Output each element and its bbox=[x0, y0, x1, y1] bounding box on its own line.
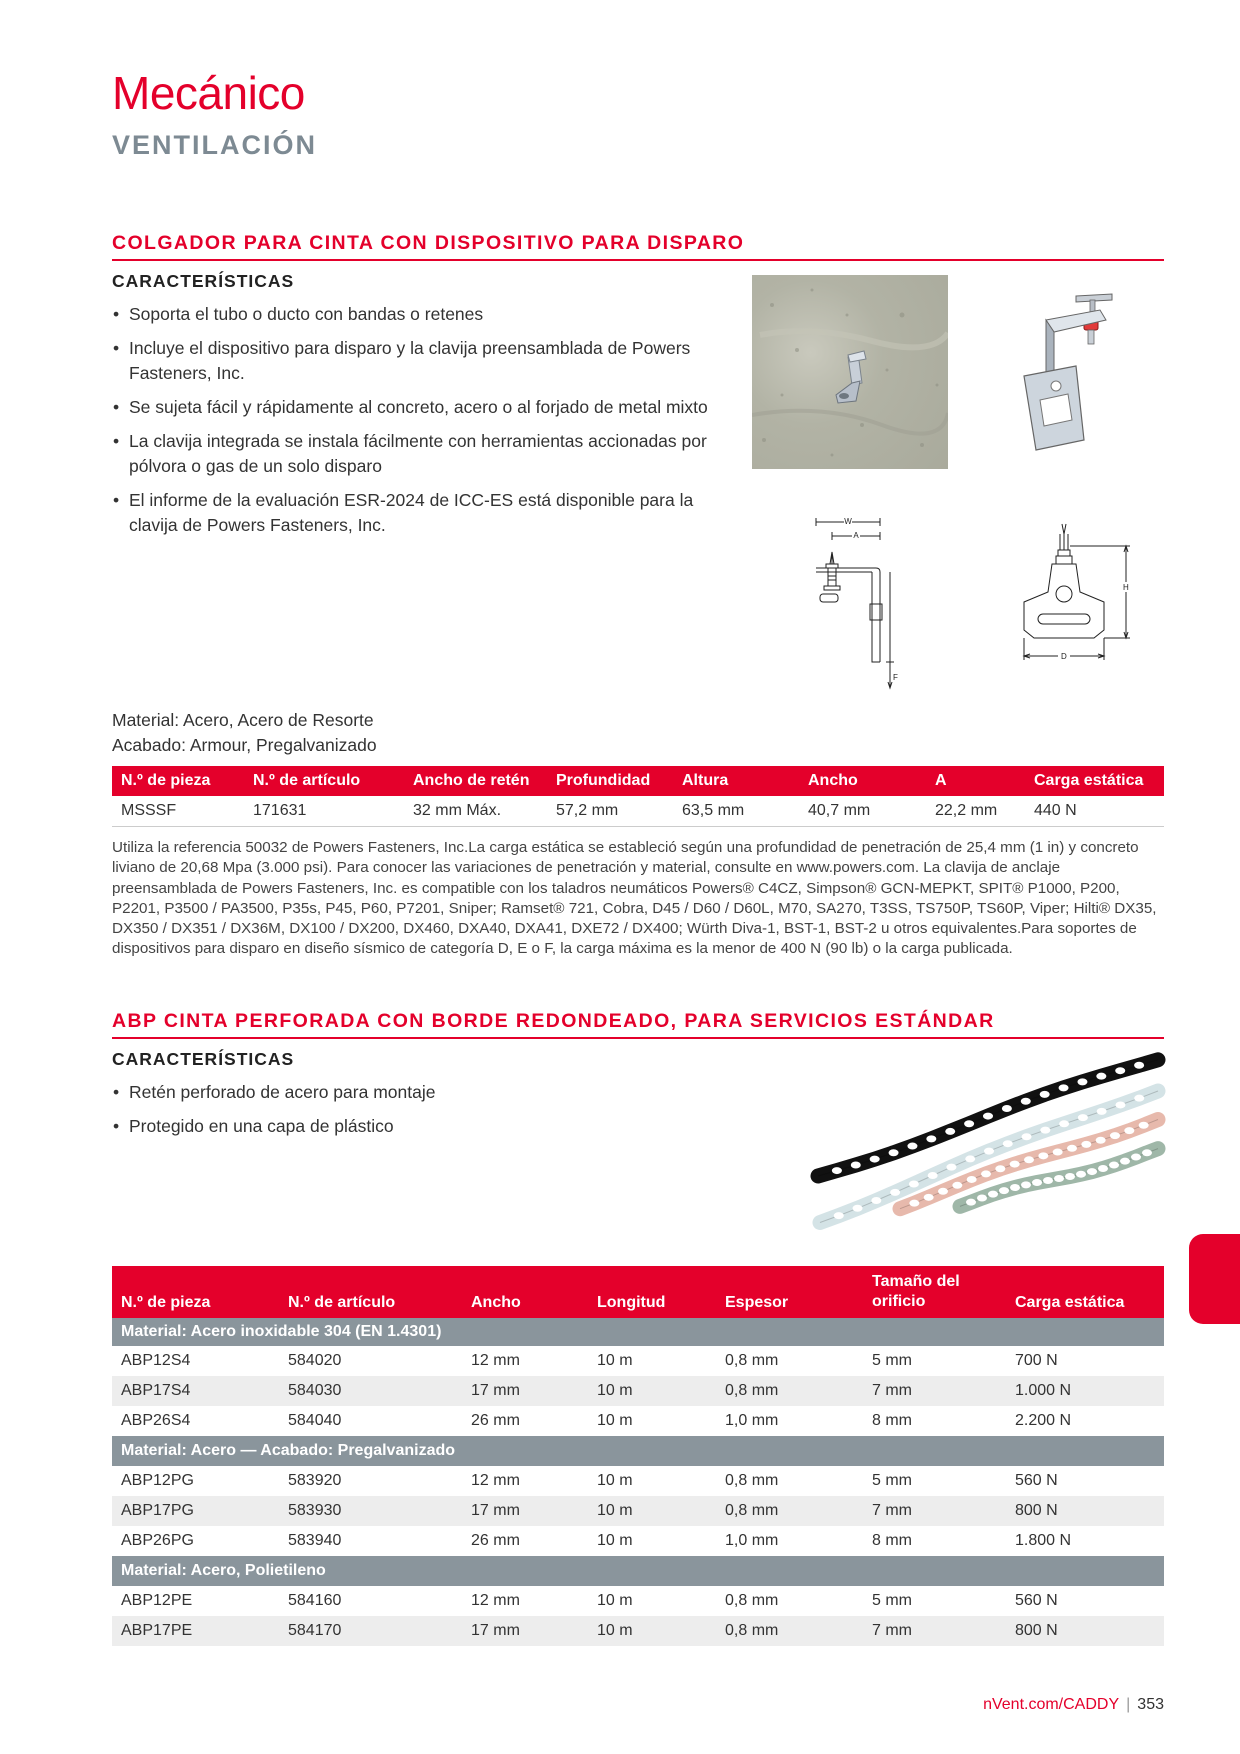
material-text: Material: Acero, Acero de Resorte bbox=[112, 710, 374, 730]
strap-hole bbox=[1021, 1098, 1031, 1105]
strap-hole bbox=[1110, 1132, 1120, 1139]
table-cell: ABP12PG bbox=[121, 1472, 194, 1489]
strap-hole bbox=[1096, 1073, 1106, 1080]
table-cell: ABP17S4 bbox=[112, 1376, 279, 1406]
strap-hole bbox=[1040, 1127, 1050, 1134]
strap-hole bbox=[1059, 1120, 1069, 1127]
strap-hole bbox=[1087, 1168, 1097, 1175]
table-cell: 0,8 mm bbox=[716, 1496, 863, 1526]
table-cell: 8 mm bbox=[872, 1412, 912, 1429]
table-cell: 171631 bbox=[253, 801, 307, 819]
strap-hole bbox=[1002, 1105, 1012, 1112]
strap-hole bbox=[1134, 1095, 1144, 1102]
table-cell: 12 mm bbox=[471, 1352, 520, 1369]
table-cell: 7 mm bbox=[863, 1376, 1006, 1406]
strap-hole bbox=[938, 1188, 948, 1195]
strap-hole bbox=[924, 1194, 934, 1201]
section-tab bbox=[1189, 1234, 1240, 1324]
table-cell: 10 m bbox=[597, 1352, 633, 1369]
strap-hole bbox=[1120, 1158, 1130, 1165]
section-rule bbox=[112, 259, 1164, 261]
dimension-label-f: F bbox=[893, 673, 898, 682]
column-header: Ancho de retén bbox=[404, 766, 547, 796]
page-subtitle: VENTILACIÓN bbox=[112, 130, 318, 160]
strap-hole bbox=[1067, 1145, 1077, 1152]
strap-hole bbox=[834, 1212, 844, 1219]
strap-hole bbox=[1010, 1161, 1020, 1168]
table-cell: ABP12S4 bbox=[121, 1352, 191, 1369]
table-cell: 700 N bbox=[1015, 1352, 1058, 1369]
table-row bbox=[112, 1586, 1164, 1616]
strap-hole bbox=[1134, 1062, 1144, 1069]
table-row bbox=[112, 1616, 1164, 1646]
table-cell: ABP26S4 bbox=[121, 1412, 191, 1429]
table-row bbox=[112, 1346, 1164, 1376]
table-header-row bbox=[112, 1266, 1164, 1318]
strap-hole bbox=[851, 1161, 861, 1168]
feature-item: • Se sujeta fácil y rápidamente al concreto, acero o al forjado de metal mixto bbox=[112, 395, 732, 420]
strap-hole bbox=[1131, 1154, 1141, 1161]
dimension-label-w: W bbox=[844, 517, 852, 526]
column-header: N.º de artículo bbox=[279, 1266, 462, 1318]
strap-hole bbox=[1081, 1141, 1091, 1148]
strap-hole bbox=[926, 1135, 936, 1142]
strap-hole bbox=[907, 1143, 917, 1150]
hanger-spec-table bbox=[112, 766, 1164, 827]
strap-hole bbox=[1078, 1114, 1088, 1121]
feature-item: • Incluye el dispositivo para disparo y la clavija preensamblada de Powers Fasteners, Inc. bbox=[112, 336, 732, 386]
table-cell: 5 mm bbox=[872, 1352, 912, 1369]
strap-hole bbox=[983, 1113, 993, 1120]
table-cell: 2.200 N bbox=[1015, 1412, 1072, 1429]
strap-hole bbox=[1054, 1175, 1064, 1182]
finish-text: Acabado: Armour, Pregalvanizado bbox=[112, 735, 377, 755]
table-cell: 12 mm bbox=[471, 1472, 520, 1489]
table-cell: 26 mm bbox=[471, 1532, 520, 1549]
table-row bbox=[112, 796, 1164, 826]
table-cell: 7 mm bbox=[863, 1496, 1006, 1526]
features-list bbox=[112, 1080, 712, 1148]
group-label: Material: Acero — Acabado: Pregalvanizado bbox=[112, 1436, 1164, 1466]
strap-hole bbox=[909, 1180, 919, 1187]
dimension-label-h: H bbox=[1123, 583, 1129, 592]
table-cell: 0,8 mm bbox=[725, 1592, 779, 1609]
column-header: A bbox=[926, 766, 1025, 796]
strap-hole bbox=[946, 1164, 956, 1171]
column-header: Altura bbox=[673, 766, 799, 796]
table-cell: 0,8 mm bbox=[725, 1352, 779, 1369]
table-cell: 800 N bbox=[1006, 1496, 1164, 1526]
strap-hole bbox=[952, 1182, 962, 1189]
hanger-product-image bbox=[1010, 290, 1140, 465]
group-label: Material: Acero inoxidable 304 (EN 1.4301) bbox=[112, 1318, 1164, 1346]
strap-hole bbox=[1010, 1184, 1020, 1191]
table-cell: 1,0 mm bbox=[725, 1532, 779, 1549]
table-cell: 5 mm bbox=[872, 1472, 912, 1489]
table-cell: 12 mm bbox=[471, 1592, 520, 1609]
table-row bbox=[112, 1406, 1164, 1436]
table-cell: 0,8 mm bbox=[716, 1376, 863, 1406]
column-header: Tamaño del orificio bbox=[863, 1266, 1006, 1318]
table-cell: 10 m bbox=[588, 1496, 716, 1526]
strap-hole bbox=[1077, 1078, 1087, 1085]
strap-hole bbox=[1032, 1179, 1042, 1186]
strap-hole bbox=[890, 1189, 900, 1196]
strap-hole bbox=[871, 1197, 881, 1204]
column-header: Profundidad bbox=[547, 766, 673, 796]
group-label: Material: Acero, Polietileno bbox=[112, 1556, 1164, 1586]
group-row bbox=[112, 1318, 1164, 1346]
table-cell: 800 N bbox=[1006, 1616, 1164, 1646]
strap-hole bbox=[1022, 1133, 1032, 1140]
strap-hole bbox=[981, 1170, 991, 1177]
table-cell: 10 m bbox=[588, 1616, 716, 1646]
strap-hole bbox=[1115, 1067, 1125, 1074]
column-header: Carga estática bbox=[1025, 766, 1164, 796]
features-list bbox=[112, 302, 732, 547]
table-cell: 584040 bbox=[288, 1412, 342, 1429]
table-cell: 560 N bbox=[1015, 1472, 1058, 1489]
strap-hole bbox=[1115, 1101, 1125, 1108]
table-cell: ABP12PE bbox=[121, 1592, 193, 1609]
strap-hole bbox=[1065, 1173, 1075, 1180]
table-cell: 10 m bbox=[597, 1532, 633, 1549]
table-cell: 560 N bbox=[1015, 1592, 1058, 1609]
dimension-label-d: D bbox=[1061, 652, 1067, 661]
table-cell: 17 mm bbox=[462, 1496, 588, 1526]
table-row bbox=[112, 1466, 1164, 1496]
column-header: N.º de pieza bbox=[112, 1266, 279, 1318]
table-cell: 584020 bbox=[288, 1352, 342, 1369]
table-cell: 10 m bbox=[597, 1592, 633, 1609]
section-title-hanger: COLGADOR PARA CINTA CON DISPOSITIVO PARA DISPARO bbox=[112, 232, 745, 254]
strap-hole bbox=[1024, 1156, 1034, 1163]
table-cell: 57,2 mm bbox=[556, 801, 619, 819]
strap-hole bbox=[1021, 1181, 1031, 1188]
table-cell: ABP26PG bbox=[121, 1532, 194, 1549]
strap-hole bbox=[1059, 1084, 1069, 1091]
table-cell: 32 mm Máx. bbox=[413, 801, 502, 819]
column-header: N.º de pieza bbox=[112, 766, 244, 796]
column-header: Ancho bbox=[799, 766, 926, 796]
table-row bbox=[112, 1526, 1164, 1556]
footer-separator: | bbox=[1126, 1696, 1131, 1713]
column-header: Longitud bbox=[588, 1266, 716, 1318]
table-cell: 40,7 mm bbox=[808, 801, 871, 819]
strap-hole bbox=[870, 1156, 880, 1163]
strap-hole bbox=[1003, 1140, 1013, 1147]
table-cell: 5 mm bbox=[872, 1592, 912, 1609]
strap-hole bbox=[1109, 1162, 1119, 1169]
section-title-strap: ABP CINTA PERFORADA CON BORDE REDONDEADO, PARA SERVICIOS ESTÁNDAR bbox=[112, 1010, 995, 1032]
strap-hole bbox=[999, 1187, 1009, 1194]
table-cell: 10 m bbox=[588, 1376, 716, 1406]
column-header: Carga estática bbox=[1006, 1266, 1164, 1318]
table-cell: 22,2 mm bbox=[935, 801, 998, 819]
strap-hole bbox=[853, 1205, 863, 1212]
strap-hole bbox=[1040, 1091, 1050, 1098]
strap-hole bbox=[945, 1128, 955, 1135]
features-heading: CARACTERÍSTICAS bbox=[112, 1049, 295, 1069]
strap-hole bbox=[909, 1200, 919, 1207]
dimension-label-a: A bbox=[853, 531, 859, 540]
strap-hole bbox=[1053, 1149, 1063, 1156]
strap-hole bbox=[1124, 1127, 1134, 1134]
table-cell: MSSSF bbox=[121, 801, 177, 819]
strap-hole bbox=[977, 1195, 987, 1202]
strap-hole bbox=[984, 1148, 994, 1155]
table-cell: 1.000 N bbox=[1006, 1376, 1164, 1406]
table-cell: 7 mm bbox=[863, 1616, 1006, 1646]
feature-item: • La clavija integrada se instala fácilmente con herramientas accionadas por pólvora o gas de un solo disparo bbox=[112, 429, 732, 479]
strap-hole bbox=[1142, 1149, 1152, 1156]
strap-hole bbox=[988, 1191, 998, 1198]
footnote: Utiliza la referencia 50032 de Powers Fasteners, Inc.La carga estática se estableció según una profundidad de penetración de 25,4 mm (1 in) y concreto liviano de 20,68 Mpa (3.000 psi). Para conocer las variaciones de penetración y material, consulte en www.powers.com. La clavija de anclaje preensamblada de Powers Fasteners, Inc. es compatible con los taladros neumáticos Powers® C4CZ, Simpson® GCN-MEPKT, SPIT® P1000, P200, P2201, P3500 / PA3500, P35s, P45, P60, P7201, Sniper; Ramset® 721, Cobra, D45 / D60 / D60L, M70, SA270, T3SS, TS750P, TS60P, Viper; Hilti® DX35, DX350 / DX351 / DX36M, DX100 / DX200, DX460, DXA40, DXA41, DXE72 / DX400; Würth Diva-1, BST-1, BST-2 u otros equivalentes.Para soportes de dispositivos para disparo en diseño sísmico de categoría D, E o F, la carga máxima es la menor de 400 N (90 lb) o la carga publicada. bbox=[112, 839, 1157, 958]
feature-item: • El informe de la evaluación ESR-2024 de ICC-ES está disponible para la clavija de Powers Fasteners, Inc. bbox=[112, 488, 732, 538]
table-cell: 584170 bbox=[279, 1616, 462, 1646]
strap-spec-table bbox=[112, 1266, 1164, 1646]
strap-hole bbox=[965, 1155, 975, 1162]
table-cell: 8 mm bbox=[872, 1532, 912, 1549]
perforated-straps-image bbox=[810, 1048, 1166, 1248]
feature-item: • Soporta el tubo o ducto con bandas o retenes bbox=[112, 302, 732, 327]
table-cell: 17 mm bbox=[462, 1616, 588, 1646]
strap-hole bbox=[1038, 1152, 1048, 1159]
strap-hole bbox=[1097, 1108, 1107, 1115]
front-view-drawing bbox=[1004, 520, 1154, 675]
strap-hole bbox=[1076, 1171, 1086, 1178]
table-row bbox=[112, 1496, 1164, 1526]
table-cell: 17 mm bbox=[462, 1376, 588, 1406]
features-heading: CARACTERÍSTICAS bbox=[112, 271, 295, 291]
table-cell: 1.800 N bbox=[1015, 1532, 1072, 1549]
column-header: N.º de artículo bbox=[244, 766, 404, 796]
table-cell: 10 m bbox=[597, 1412, 633, 1429]
table-cell: 584160 bbox=[288, 1592, 342, 1609]
strap-hole bbox=[1096, 1137, 1106, 1144]
column-header: Espesor bbox=[716, 1266, 863, 1318]
table-cell: ABP17PG bbox=[112, 1496, 279, 1526]
table-cell: 583930 bbox=[279, 1496, 462, 1526]
feature-item: • Retén perforado de acero para montaje bbox=[112, 1080, 712, 1105]
table-cell: 1,0 mm bbox=[725, 1412, 779, 1429]
section-rule bbox=[112, 1037, 1164, 1039]
group-row bbox=[112, 1556, 1164, 1586]
strap-hole bbox=[1139, 1122, 1149, 1129]
feature-item: • Protegido en una capa de plástico bbox=[112, 1114, 712, 1139]
strap-hole bbox=[966, 1199, 976, 1206]
column-header: Ancho bbox=[462, 1266, 588, 1318]
table-cell: 584030 bbox=[279, 1376, 462, 1406]
table-cell: ABP17PE bbox=[112, 1616, 279, 1646]
table-cell: 63,5 mm bbox=[682, 801, 745, 819]
table-cell: 10 m bbox=[597, 1472, 633, 1489]
footer-url[interactable]: nVent.com/CADDY bbox=[983, 1696, 1120, 1713]
table-cell: 0,8 mm bbox=[725, 1472, 779, 1489]
table-cell: 583940 bbox=[288, 1532, 342, 1549]
group-row bbox=[112, 1436, 1164, 1466]
table-header-row bbox=[112, 766, 1164, 796]
strap-hole bbox=[832, 1167, 842, 1174]
side-view-drawing bbox=[808, 512, 918, 697]
page-title: Mecánico bbox=[112, 67, 305, 119]
strap-hole bbox=[889, 1149, 899, 1156]
installed-hanger-photo bbox=[752, 275, 948, 469]
strap-hole bbox=[928, 1172, 938, 1179]
table-cell: 583920 bbox=[288, 1472, 342, 1489]
table-cell: 0,8 mm bbox=[716, 1616, 863, 1646]
table-cell: 440 N bbox=[1034, 801, 1077, 819]
strap-hole bbox=[964, 1120, 974, 1127]
page-number: 353 bbox=[1137, 1696, 1164, 1713]
strap-hole bbox=[1098, 1165, 1108, 1172]
page-footer bbox=[983, 1696, 1164, 1714]
strap-hole bbox=[995, 1165, 1005, 1172]
table-row bbox=[112, 1376, 1164, 1406]
strap-hole bbox=[1043, 1177, 1053, 1184]
strap-hole bbox=[967, 1176, 977, 1183]
table-cell: 26 mm bbox=[471, 1412, 520, 1429]
